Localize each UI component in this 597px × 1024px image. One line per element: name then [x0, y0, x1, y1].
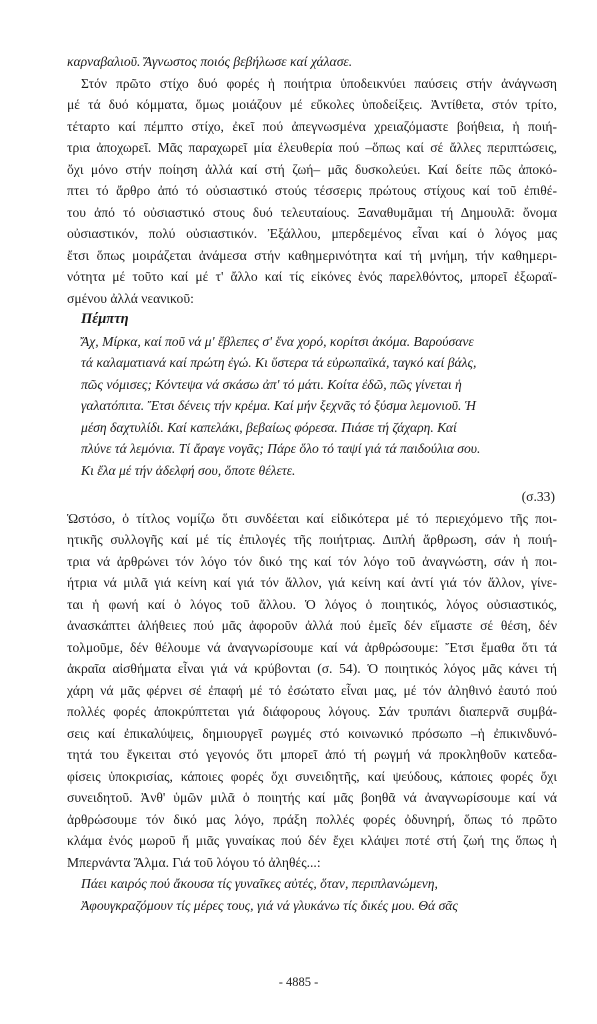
- poem-citation: (σ.33): [521, 489, 555, 504]
- poem-line: μέση δαχτυλίδι. Καί καπελάκι, βεβαίως φόρεσα. Πιάσε τή ζάχαρη. Καί: [81, 419, 457, 435]
- poem-block: [67, 309, 557, 508]
- text-line: οὐσιαστικόν, πολύ οὐσιαστικόν. Ἐξάλλου, μπερδεμένος εἶναι καί ὁ λόγος μας: [67, 226, 557, 241]
- text-line: τέταρτο καί πέμπτο στίχο, ἐκεῖ πού ἀπεγνωσμένα χρειαζόμαστε βοήθεια, ἡ ποιή-: [67, 118, 557, 134]
- text-line: συνειδητοῦ. Ἀνθ' ὑμῶν μιλᾶ ὁ ποιητής καί μᾶς βοηθᾶ νά ἀναγνωρίσουμε καί νά: [67, 790, 557, 805]
- poem-line: γαλατόπιτα. Ἔτσι δένεις τήν κρέμα. Καί μήν ξεχνᾶς τό ξύσμα λεμονιοῦ. Ἡ: [81, 398, 476, 413]
- text-line: ήτρια νά μιλᾶ γιά κείνη καί γιά τόν ἄλλον, γιά κείνη καί ἀντί γιά τόν ἄλλον, γίνε-: [67, 575, 557, 590]
- text-line: ἀνασκάπτει ἀλήθειες πού μᾶς ἀφοροῦν ἀλλά πού ἐμεῖς δέν εἴμαστε σέ θέση, δέν: [67, 618, 557, 633]
- text-line: σεις καί ἐπικαλύψεις, δημιουργεῖ ρωγμές στό κοινωνικό πρόσωπο –ἡ ἐπικινδυνό-: [67, 725, 557, 741]
- text-line: ἀκραῖα αἰσθήματα εἶναι γιά νά κρύβονται (σ. 54). Ὁ ποιητικός λόγος μᾶς κάνει τή: [67, 661, 557, 676]
- text-line: ητικῆς συλλογῆς καί μέ τίς ἐπιλογές τῆς ποιήτριας. Διπλή ἄρθρωση, σάν ἡ ποιή-: [67, 532, 557, 547]
- text-line: καρναβαλιοῦ. Ἄγνωστος ποιός βεβήλωσε καί χάλασε.: [67, 54, 353, 69]
- text-line: νότητα μέ τοῦτο καί μέ τ' ἄλλο καί τίς εἰκόνες ἑνός παρελθόντος, μπορεῖ ἐξωραϊ-: [67, 269, 557, 284]
- text-line: ὄχι μόνο στήν ποίηση ἀλλά καί στή ζωή– μᾶς δυσκολεύει. Καί δείτε πῶς ἀποκό-: [67, 161, 557, 177]
- text-line: κλάμα ἑνός μωροῦ ἤ μιᾶς γυναίκας πού δέν ἔχει κλάψει ποτέ στή ζωή της ὅπως ἡ: [67, 833, 557, 848]
- page-body: [67, 51, 557, 916]
- text-line: Ὡστόσο, ὁ τίτλος νομίζω ὅτι συνδέεται καί εἰδικότερα μέ τό περιεχόμενο τῆς ποι-: [67, 510, 557, 526]
- text-line: μέ τά δυό κόμματα, ὅμως μοιάζουν μέ εὔκολες ὑποδείξεις. Ἀντίθετα, στόν τρίτο,: [67, 97, 557, 112]
- poem-line: πλύνε τά λεμόνια. Τί ἄραγε νογᾶς; Πάρε ὅλο τό ταψί γιά τά παιδούλια σου.: [81, 441, 481, 456]
- text-line: χάρη νά μᾶς φέρνει σέ ἐπαφή μέ τό ἐσώτατο εἶναι μας, μέ τόν ἀληθινό ἑαυτό πού: [67, 682, 557, 698]
- text-line: τρια νά ἀρθρώνει τόν λόγο τόν δικό της καί τόν λόγο τοῦ ἀναγνώστη, σάν ἡ ποι-: [67, 553, 557, 569]
- text-line: ἔτσι ὅπως μοιράζεται ἀνάμεσα στήν καθημερινότητα καί τή μνήμη, τήν καθημερι-: [67, 247, 557, 263]
- paragraph-title-discussion: [67, 508, 557, 874]
- text-line: τητά του ἔγκειται στό γεγονός ὅτι μπορεῖ ἀπό τή ρωγμή νά προκληθοῦν κατεδα-: [67, 747, 557, 762]
- quote-block: [67, 873, 557, 916]
- poem-line: Κι ἔλα μέ τήν ἀδελφή σου, ὅποτε θέλετε.: [81, 462, 296, 478]
- poem-title: Πέμπτη: [81, 311, 129, 327]
- poem-line: Ἄχ, Μίρκα, καί ποῦ νά μ' ἔβλεπες σ' ἕνα χορό, κορίτσι ἀκόμα. Βαρούσανε: [81, 333, 474, 349]
- quote-line: Ἀφουγκραζόμουν τίς μέρες τους, γιά νά γλυκάνω τίς δικές μου. Θά σᾶς: [81, 897, 458, 913]
- text-line: τρια ἀποχωρεῖ. Μᾶς παραχωρεῖ μία ἐλευθερία πού –ὅπως καί σέ ἄλλες περιπτώσεις,: [67, 140, 557, 155]
- text-line: του ἀπό τό οὐσιαστικό στους δυό τελευταίους. Ξαναθυμᾶμαι τή Δημουλᾶ: ὄνομα: [67, 204, 557, 220]
- poem-line: πῶς νόμισες; Κόντεψα νά σκάσω ἀπ' τό μάτι. Κοίτα ἐδῶ, πῶς γίνεται ἡ: [81, 376, 462, 392]
- paragraph-continuation: [67, 51, 557, 73]
- text-line: σμένου ἀλλά νεανικοῦ:: [67, 290, 194, 306]
- text-line: ἀρθρώσουμε τόν δικό μας λόγο, πράξη πολλές φορές ὀδυνηρή, ὅπως τό πρῶτο: [67, 811, 557, 827]
- paragraph-analysis: [67, 73, 557, 310]
- quote-line: Πάει καιρός πού ἄκουσα τίς γυναῖκες αὐτές, ὅταν, περιπλανώμενη,: [81, 876, 438, 891]
- page-number: - 4885 -: [278, 975, 319, 989]
- poem-line: τά καλαματιανά καί πρώτη ἐγώ. Κι ὕστερα τά εὐρωπαϊκά, ταγκό καί βάλς,: [81, 355, 477, 370]
- text-line: Στόν πρῶτο στίχο δυό φορές ἡ ποιήτρια ὑποδεικνύει παύσεις στήν ἀνάγνωση: [81, 75, 557, 91]
- text-line: Μπερνάντα Ἄλμα. Γιά τοῦ λόγου τό ἀληθές...:: [67, 854, 321, 870]
- text-line: πτει τό ἄρθρο ἀπό τό οὐσιαστικό στούς τέσσερις πρώτους στίχους καί τοῦ ἐπιθέ-: [67, 183, 557, 198]
- text-line: τολμοῦμε, δέν θέλουμε νά ἀναγνωρίσουμε καί νά ἀρθρώσουμε: Ἔτσι ἔμαθα ὅτι τά: [67, 639, 557, 655]
- text-line: πολλές φορές ἀποκρύπτεται γιά διάφορους λόγους. Σάν τρυπάνι διαπερνᾶ συμβά-: [67, 704, 557, 719]
- text-line: ται ἡ φωνή καί ὁ λόγος τοῦ ἄλλου. Ὁ λόγος ὁ ποιητικός, λόγος οὐσιαστικός,: [67, 596, 557, 612]
- text-line: φίσεις ὑποκρισίας, κάποιες φορές ὄχι συνειδητῆς, καί ψεύδους, κάποιες φορές ὄχι: [67, 768, 557, 784]
